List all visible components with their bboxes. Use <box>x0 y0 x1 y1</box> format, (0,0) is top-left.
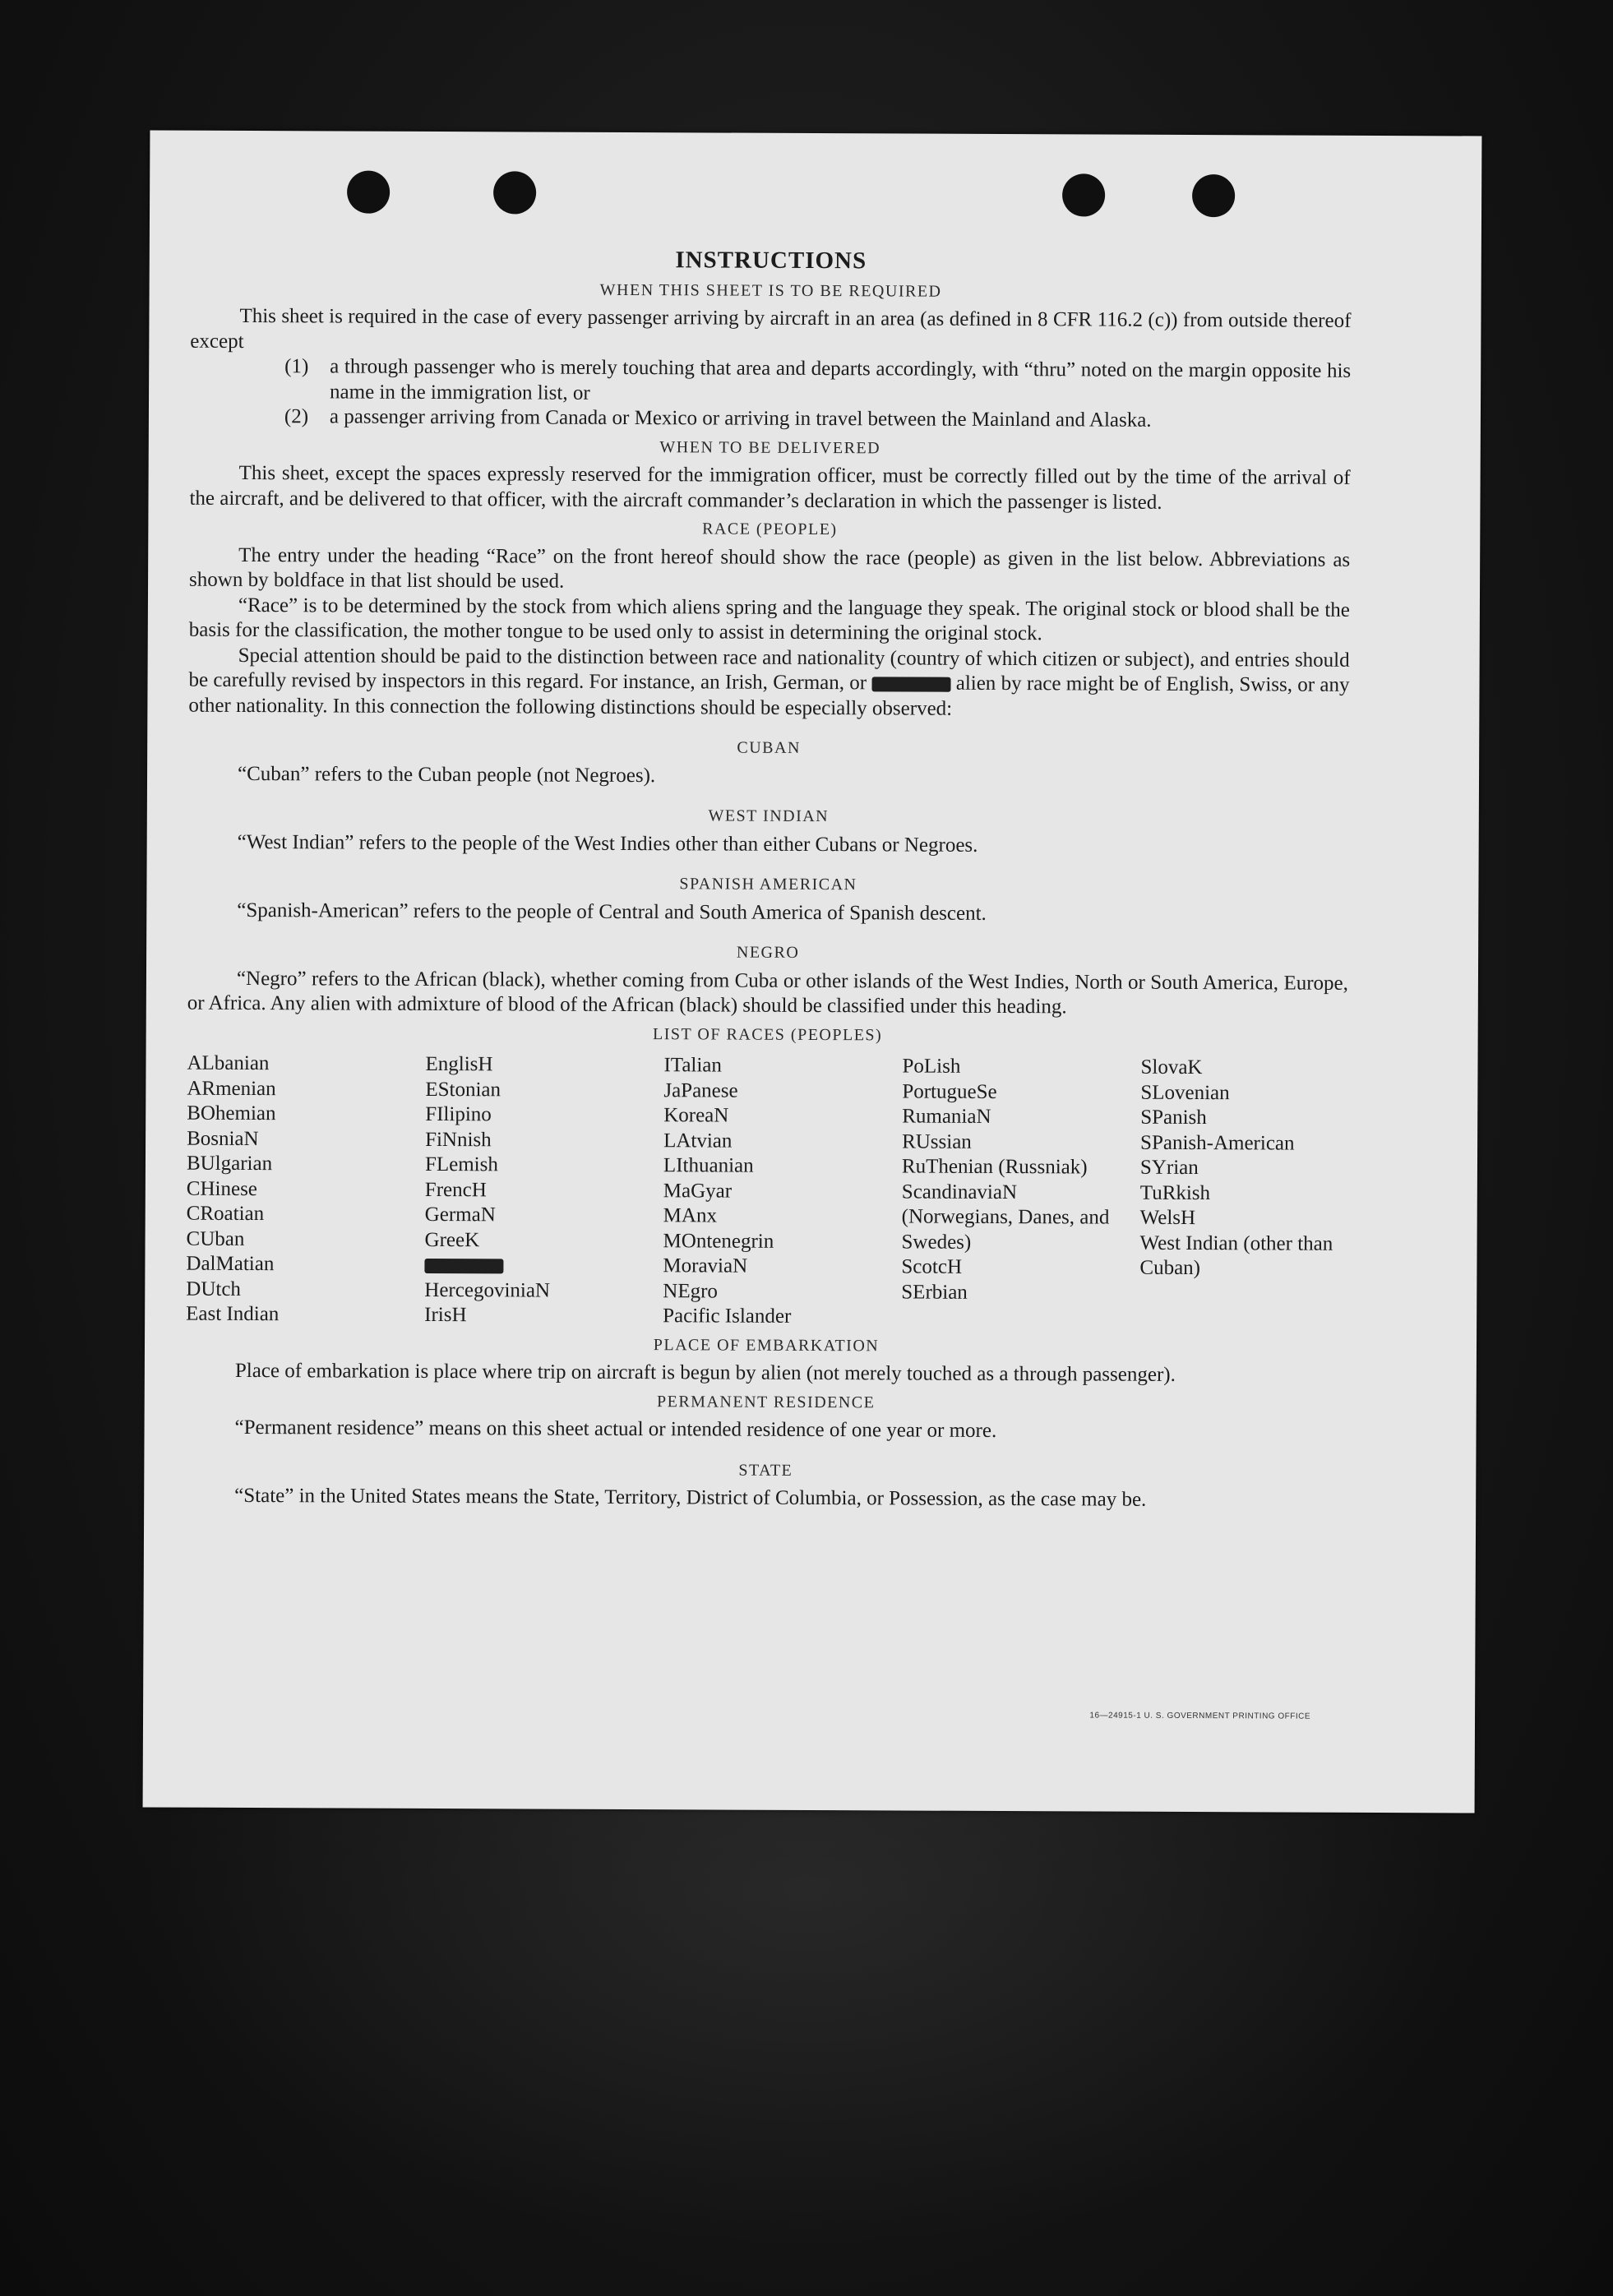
punch-hole <box>1062 173 1105 216</box>
race-entry: CRoatian <box>186 1202 265 1226</box>
race-paragraph-3-before: Special attention should be paid to the distinction between race and nationality (country of which citizen or subject), and entries should be carefully revised by inspectors in this regard. For instance, an Irish, German, or <box>188 644 1350 695</box>
redacted-word <box>424 1259 503 1273</box>
race-entry: RumaniaN <box>902 1105 991 1128</box>
exception-text: a passenger arriving from Canada or Mexico or arriving in travel between the Mainland and Alaska. <box>329 405 1152 432</box>
section-heading-west-indian: WEST INDIAN <box>708 806 830 826</box>
race-paragraph-1: The entry under the heading “Race” on the front hereof should show the race (people) as given in the list below. Abbreviations as shown by boldface in that list should be used. <box>189 543 1351 593</box>
punch-hole <box>493 171 536 214</box>
west-indian-text: “West Indian” refers to the people of the West Indies other than either Cubans or Negroes. <box>237 830 978 857</box>
exception-number: (2) <box>284 405 309 428</box>
residence-text: “Permanent residence” means on this sheet actual or intended residence of one year or more. <box>234 1416 997 1442</box>
race-entry: DalMatian <box>186 1252 275 1276</box>
race-entry: CUban <box>186 1227 245 1250</box>
race-entry: Pacific Islander <box>663 1305 792 1328</box>
printing-office-code: 16—24915-1 U. S. GOVERNMENT PRINTING OFFICE <box>1089 1711 1311 1721</box>
race-entry: KoreaN <box>663 1104 729 1127</box>
race-entry: IrisH <box>424 1303 467 1327</box>
race-entry: SPanish <box>1140 1106 1207 1130</box>
race-entry: EnglisH <box>425 1052 493 1076</box>
section-heading-spanish-american: SPANISH AMERICAN <box>679 875 857 894</box>
race-entry: MaGyar <box>663 1179 733 1203</box>
state-text: “State” in the United States means the State, Territory, District of Columbia, or Possession, as the case may be. <box>234 1484 1147 1511</box>
race-paragraph-2: “Race” is to be determined by the stock from which aliens spring and the language they speak. The original stock or blood shall be the basis for the classification, the mother tongue to be used only to assist in determining the original stock. <box>188 594 1350 645</box>
embarkation-text: Place of embarkation is place where trip on aircraft is begun by alien (not merely touched as a through passenger). <box>234 1359 1176 1386</box>
exception-item <box>190 404 1351 435</box>
race-entry: CHinese <box>186 1177 258 1200</box>
section-heading-residence: PERMANENT RESIDENCE <box>656 1392 876 1411</box>
race-paragraph-3-after: alien by race might be of English, Swiss, or any other nationality. In this connection the following distinctions should be especially observed: <box>188 672 1350 720</box>
when-delivered-text: This sheet, except the spaces expressly reserved for the immigration officer, must be correctly filled out by the time of the arrival of the aircraft, and be delivered to that officer, with the aircraft commander’s declaration in which the passenger is listed. <box>189 461 1351 514</box>
races-column <box>1139 1056 1379 1333</box>
when-required-intro: This sheet is required in the case of every passenger arriving by aircraft in an area (as defined in 8 CFR 116.2 (c)) from outside thereof except <box>190 304 1352 353</box>
exception-item <box>190 354 1351 409</box>
section-heading-negro: NEGRO <box>736 943 800 962</box>
races-column <box>663 1053 902 1330</box>
race-entry: SLovenian <box>1140 1081 1230 1104</box>
race-entry: PoLish <box>902 1055 961 1078</box>
races-column <box>901 1054 1140 1331</box>
race-entry: LIthuanian <box>663 1154 754 1177</box>
race-entry: BosniaN <box>187 1127 259 1150</box>
race-entry: NEgro <box>663 1279 719 1303</box>
race-entry: GreeK <box>424 1228 480 1251</box>
race-entry: SErbian <box>901 1280 968 1304</box>
punch-hole <box>347 171 390 214</box>
section-heading-when-required: WHEN THIS SHEET IS TO BE REQUIRED <box>599 280 942 301</box>
race-entry: ALbanian <box>187 1051 270 1075</box>
race-entry: TuRkish <box>1139 1181 1211 1204</box>
section-heading-cuban: CUBAN <box>737 738 801 757</box>
negro-text: “Negro” refers to the African (black), whether coming from Cuba or other islands of the West Indies, North or South America, Europe, or Africa. Any alien with admixture of blood of the African (black) should be classified under this heading. <box>187 967 1349 1019</box>
races-table <box>186 1051 1347 1333</box>
punch-hole <box>1192 174 1235 217</box>
section-heading-embarkation: PLACE OF EMBARKATION <box>653 1335 880 1355</box>
scan-shadow <box>140 1800 1472 2252</box>
race-entry: FIlipino <box>425 1102 492 1126</box>
spanish-american-text: “Spanish-American” refers to the people of Central and South America of Spanish descent. <box>237 899 987 925</box>
section-heading-race: RACE (PEOPLE) <box>702 520 838 539</box>
race-entry: FrencH <box>424 1178 487 1201</box>
race-entry: MAnx <box>663 1204 718 1227</box>
race-entry: RuThenian (Russniak) <box>901 1155 1088 1179</box>
race-entry: JaPanese <box>663 1079 738 1102</box>
exception-number: (1) <box>284 355 309 378</box>
exception-text: a through passenger who is merely touching that area and departs accordingly, with “thru” noted on the margin opposite his name in the immigration list, or <box>330 355 1352 404</box>
races-column <box>186 1051 425 1328</box>
document-body <box>185 246 1352 1514</box>
race-entry: DUtch <box>186 1277 242 1300</box>
race-entry: PortugueSe <box>902 1079 997 1103</box>
race-entry: West Indian (other than Cuban) <box>1139 1231 1333 1280</box>
race-entry: EStonian <box>425 1078 501 1101</box>
race-entry: East Indian <box>186 1302 280 1326</box>
race-paragraph-3 <box>188 643 1349 723</box>
race-entry: ScotcH <box>901 1255 963 1278</box>
race-entry-redacted <box>424 1253 663 1279</box>
section-heading-state: STATE <box>738 1461 793 1480</box>
race-entry: ScandinaviaN (Norwegians, Danes, and Swedes) <box>901 1180 1110 1254</box>
race-entry: SYrian <box>1139 1156 1199 1180</box>
race-entry: RUssian <box>902 1130 972 1153</box>
race-entry: ARmenian <box>187 1077 276 1100</box>
race-entry: SlovaK <box>1140 1056 1203 1079</box>
race-entry: MoraviaN <box>663 1254 748 1277</box>
race-entry: ITalian <box>663 1054 722 1077</box>
race-entry: SPanish-American <box>1140 1131 1295 1155</box>
cuban-text: “Cuban” refers to the Cuban people (not Negroes). <box>237 762 656 787</box>
race-entry: HercegoviniaN <box>424 1278 551 1302</box>
race-entry: MOntenegrin <box>663 1229 774 1253</box>
race-entry: WelsH <box>1139 1206 1196 1230</box>
page-title: INSTRUCTIONS <box>675 247 867 275</box>
race-entry: BUlgarian <box>186 1152 273 1176</box>
race-entry: FLemish <box>424 1153 498 1176</box>
section-heading-when-delivered: WHEN TO BE DELIVERED <box>659 437 881 457</box>
races-column <box>424 1052 663 1329</box>
race-entry: GermaN <box>424 1203 496 1227</box>
redacted-word <box>871 677 950 692</box>
instruction-sheet <box>143 130 1482 1813</box>
race-entry: FiNnish <box>425 1128 492 1151</box>
section-heading-list-of-races: LIST OF RACES (PEOPLES) <box>653 1024 883 1044</box>
race-entry: LAtvian <box>663 1129 733 1153</box>
race-entry: BOhemian <box>187 1102 276 1125</box>
